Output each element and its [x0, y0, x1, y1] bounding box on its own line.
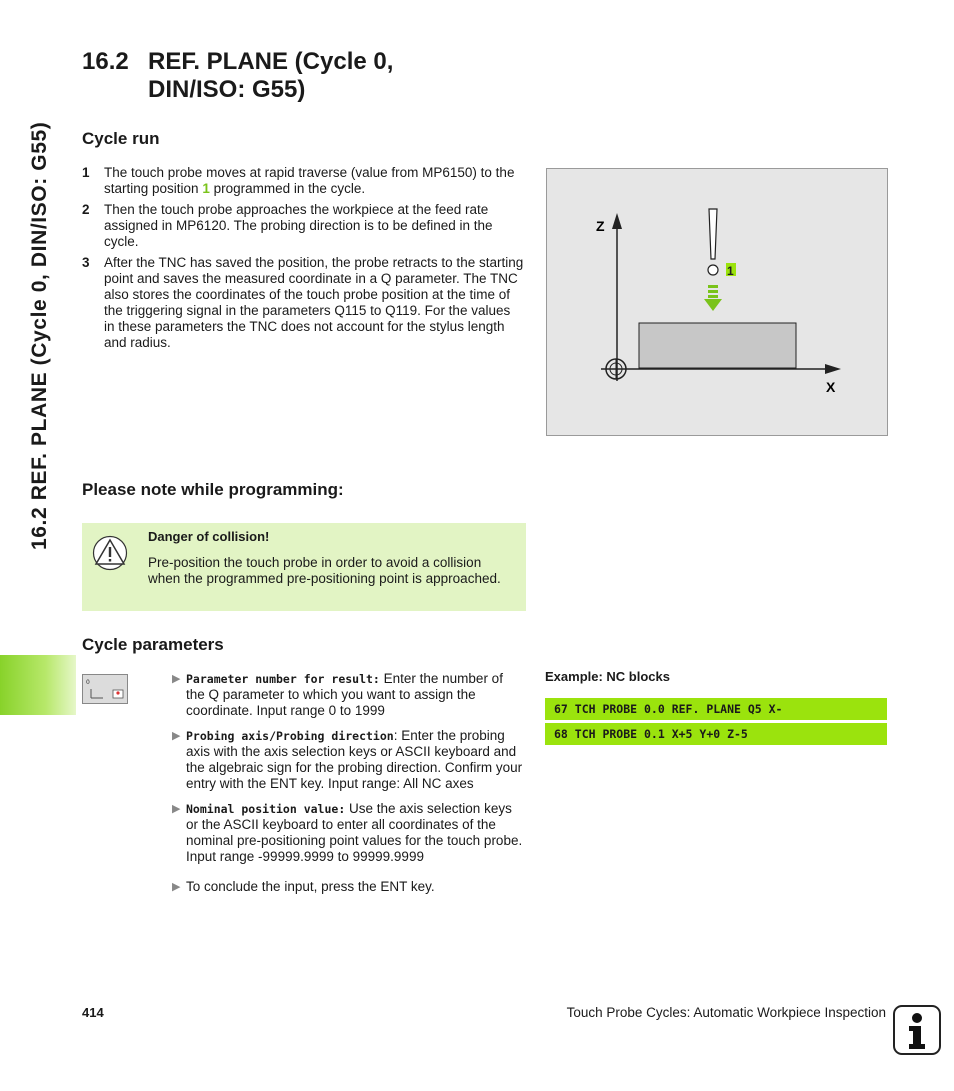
parameter-name: Probing axis/Probing direction — [186, 729, 394, 743]
direction-bar — [708, 290, 718, 293]
svg-text:0: 0 — [86, 679, 90, 686]
note-heading: Please note while programming: — [82, 480, 344, 499]
parameter-description: Enter the number of the Q parameter to which you want to assign the coordinate. Input range 0 to 1999 — [186, 671, 503, 718]
step-text-part: programmed in the cycle. — [209, 181, 366, 196]
parameter-list — [172, 671, 524, 904]
side-chapter-title — [26, 40, 58, 560]
footer-chapter: Touch Probe Cycles: Automatic Workpiece Inspection — [566, 1005, 886, 1020]
parameter-name: Nominal position value: — [186, 802, 346, 816]
step-number: 1 — [82, 165, 90, 180]
step-text — [104, 165, 524, 197]
step-text: After the TNC has saved the position, the probe retracts to the starting point and saves the measured coordinate in a Q parameter. The TNC also stores the coordinates of the touch probe position at the time of the triggering signal in the parameters Q115 to Q119. For the values in these parameters the TNC does not account for the stylus length and radius. — [104, 255, 524, 350]
parameter-item — [172, 728, 524, 792]
step-item — [82, 202, 524, 250]
parameter-description: : Enter the probing axis with the axis selection keys or ASCII keyboard and the algebraic sign for the probing direction. Confirm your entry with the ENT key. Input range: All NC axes — [186, 728, 523, 791]
title-line-1: REF. PLANE (Cycle 0, — [148, 48, 394, 75]
step-text: Then the touch probe approaches the workpiece at the feed rate assigned in MP6120. The probing direction is to be defined in the cycle. — [104, 202, 493, 249]
step-item — [82, 255, 524, 351]
cycle-run-steps — [82, 165, 524, 356]
bullet-arrow-icon: ▶ — [172, 881, 181, 893]
title-line-2: DIN/ISO: G55) — [148, 76, 306, 103]
cycle-softkey-icon — [82, 674, 128, 704]
parameter-name: Parameter number for result: — [186, 672, 380, 686]
info-glyph — [895, 1007, 939, 1053]
info-icon — [893, 1005, 941, 1055]
warning-note — [82, 523, 526, 611]
step-text-part: The touch probe moves at rapid traverse (value from MP6150) to the starting position — [104, 165, 515, 196]
step-number: 3 — [82, 255, 90, 270]
workpiece — [639, 323, 796, 368]
probe-diagram-svg — [547, 169, 887, 435]
page-title — [82, 48, 393, 104]
parameter-item — [172, 879, 524, 895]
side-chapter-title-text: 16.2 REF. PLANE (Cycle 0, DIN/ISO: G55) — [28, 121, 51, 550]
direction-bar — [708, 295, 718, 298]
probing-direction-arrow — [704, 299, 722, 311]
probe-stylus — [709, 209, 717, 259]
z-axis-label: Z — [596, 218, 605, 234]
direction-bar — [708, 285, 718, 288]
page-number: 414 — [82, 1005, 104, 1020]
parameter-description: Use the axis selection keys or the ASCII keyboard to enter all coordinates of the nominal pre-positioning point values for the touch probe. Input range -99999.9999 to 99999.9999 — [186, 801, 523, 864]
nc-block: 68 TCH PROBE 0.1 X+5 Y+0 Z-5 — [545, 723, 887, 745]
warning-title: Danger of collision! — [148, 529, 270, 544]
bullet-arrow-icon: ▶ — [172, 730, 181, 742]
probe-ball — [708, 265, 718, 275]
step-number: 2 — [82, 202, 90, 217]
parameter-item — [172, 671, 524, 719]
chapter-tab-marker — [0, 655, 76, 715]
step-item — [82, 165, 524, 197]
softkey-graphic — [83, 675, 127, 703]
probe-diagram — [546, 168, 888, 436]
x-axis-label: X — [826, 379, 836, 395]
z-axis-arrow — [612, 213, 622, 229]
warning-text: Pre-position the touch probe in order to avoid a collision when the programmed pre-positioning point is approached. — [148, 555, 501, 586]
bullet-arrow-icon: ▶ — [172, 803, 181, 815]
highlight-number: 1 — [202, 181, 210, 196]
warning-icon — [92, 535, 128, 571]
point-label: 1 — [727, 264, 734, 278]
section-number: 16.2 — [82, 48, 129, 75]
parameter-description: To conclude the input, press the ENT key. — [186, 879, 435, 894]
nc-block: 67 TCH PROBE 0.0 REF. PLANE Q5 X- — [545, 698, 887, 720]
cycle-run-heading: Cycle run — [82, 129, 160, 148]
parameter-item — [172, 801, 524, 865]
x-axis-arrow — [825, 364, 841, 374]
example-label: Example: NC blocks — [545, 669, 670, 684]
bullet-arrow-icon: ▶ — [172, 673, 181, 685]
cycle-parameters-heading: Cycle parameters — [82, 635, 224, 654]
